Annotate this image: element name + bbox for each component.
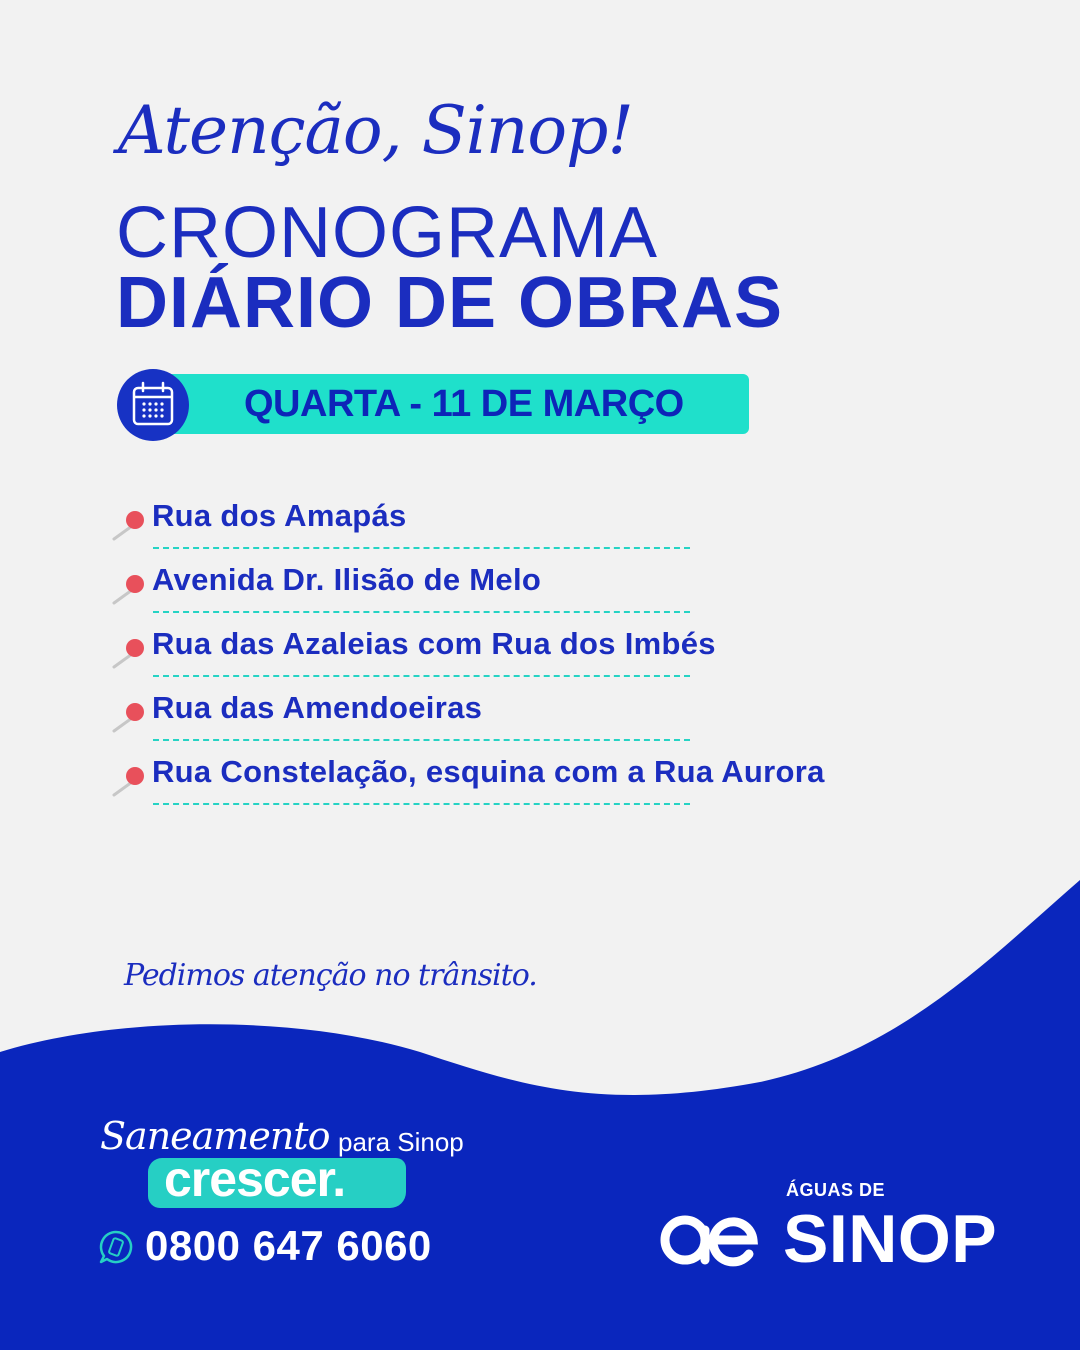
brand-tagline: ÁGUAS DE (786, 1180, 886, 1200)
page-title-line2: DIÁRIO DE OBRAS (116, 263, 784, 343)
whatsapp-icon (98, 1229, 134, 1265)
page-title-line1: CRONOGRAMA (116, 193, 659, 273)
ae-logo-icon (655, 1212, 765, 1268)
map-pin-icon (110, 570, 146, 606)
map-pin-icon (110, 634, 146, 670)
street-name: Avenida Dr. Ilisão de Melo (152, 562, 542, 597)
street-name: Rua das Amendoeiras (152, 690, 483, 725)
traffic-notice: Pedimos atenção no trânsito. (124, 958, 537, 993)
greeting-heading: Atenção, Sinop! (118, 92, 633, 169)
brand-name: SINOP (783, 1201, 998, 1277)
date-badge (150, 374, 749, 434)
map-pin-icon (110, 762, 146, 798)
map-pin-icon (110, 506, 146, 542)
map-pin-icon (110, 698, 146, 734)
street-name: Rua das Azaleias com Rua dos Imbés (152, 626, 716, 661)
dashed-divider (153, 675, 690, 677)
slogan-highlight: crescer. (164, 1151, 346, 1207)
street-name: Rua Constelação, esquina com a Rua Aurora (152, 754, 825, 789)
date-label: QUARTA - 11 DE MARÇO (244, 383, 684, 425)
dashed-divider (153, 739, 690, 741)
slogan-sub: para Sinop (338, 1127, 464, 1157)
street-name: Rua dos Amapás (152, 498, 407, 533)
calendar-badge (117, 369, 189, 441)
calendar-icon (117, 369, 189, 441)
dashed-divider (153, 547, 690, 549)
dashed-divider (153, 803, 690, 805)
dashed-divider (153, 611, 690, 613)
slogan-main: Saneamento (100, 1114, 330, 1158)
phone-number[interactable]: 0800 647 6060 (145, 1222, 432, 1269)
